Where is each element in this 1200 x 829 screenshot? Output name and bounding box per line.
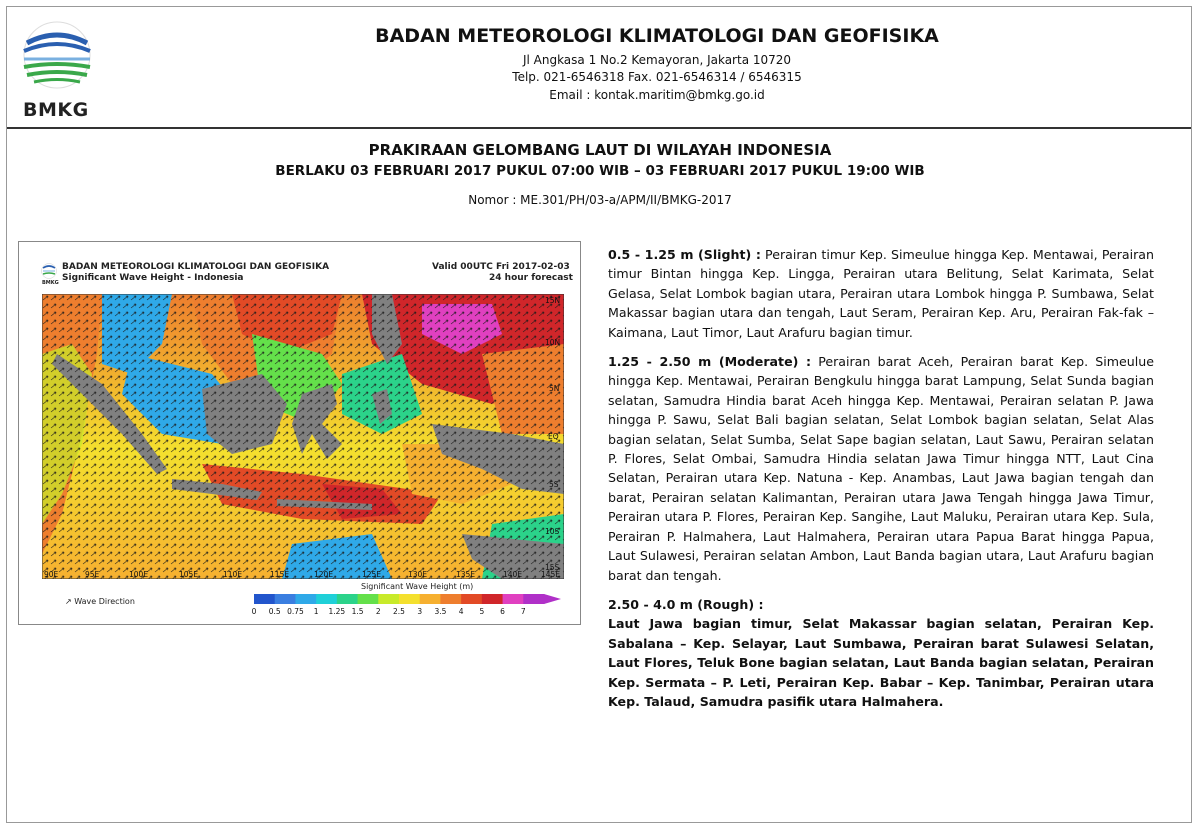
- slight-areas: Perairan timur Kep. Simeulue hingga Kep. Mentawai, Perairan timur Bintan hingga Kep. Lingga, Perairan utara Belitung, Selat Karimata, Selat Gelasa, Selat Lombok bagian utara, Perairan utara Lombok hingga P. Sumbawa, Selat Makassar bagian utara dan tengah, Laut Seram, Perairan Kep. Aru, Perairan Fak-fak – Kaimana, Laut Timor, Laut Arafuru bagian timur.: [608, 247, 1154, 340]
- arrow-icon: ↗: [65, 597, 72, 606]
- colorbar-swatch: [378, 594, 399, 604]
- colorbar-tick: 1.5: [351, 607, 364, 616]
- lon-label: 90E: [44, 570, 59, 579]
- lat-label: 15N: [545, 296, 561, 305]
- colorbar-tick: 1.25: [328, 607, 346, 616]
- agency-name: BADAN METEOROLOGI KLIMATOLOGI DAN GEOFISIKA: [375, 25, 939, 47]
- lon-label: 120E: [314, 570, 334, 579]
- map-logo-text: BMKG: [42, 280, 59, 286]
- lon-label: 125E: [362, 570, 382, 579]
- colorbar-tick: 0.5: [268, 607, 281, 616]
- colorbar-swatch: [337, 594, 358, 604]
- document-page: [6, 6, 1192, 823]
- rough-category: [608, 595, 1154, 614]
- colorbar-swatch: [399, 594, 420, 604]
- colorbar-ticks: [251, 607, 571, 619]
- colorbar-swatch: [482, 594, 503, 604]
- wave-direction-label: Wave Direction: [74, 597, 135, 606]
- document-title: PRAKIRAAN GELOMBANG LAUT DI WILAYAH INDONESIA: [368, 141, 832, 159]
- lat-label: 10S: [545, 527, 560, 536]
- slight-category: [608, 245, 1154, 342]
- wave-direction-legend: [65, 597, 135, 606]
- lon-label: 110E: [223, 570, 243, 579]
- colorbar-swatch: [295, 594, 316, 604]
- colorbar-extend-arrow: [544, 594, 561, 604]
- map-subtitle: Significant Wave Height - Indonesia: [62, 273, 244, 283]
- logo-text: BMKG: [23, 99, 89, 121]
- colorbar-swatch: [461, 594, 482, 604]
- colorbar-swatch: [316, 594, 337, 604]
- rough-label: 2.50 - 4.0 m (Rough) :: [608, 596, 764, 612]
- map-agency: BADAN METEOROLOGI KLIMATOLOGI DAN GEOFISIKA: [62, 262, 330, 272]
- agency-email: Email : kontak.maritim@bmkg.go.id: [549, 88, 765, 102]
- colorbar-tick: 6: [500, 607, 505, 616]
- slight-label: 0.5 - 1.25 m (Slight) :: [608, 247, 761, 262]
- lat-label: 5N: [549, 384, 560, 393]
- colorbar-tick: 3.5: [434, 607, 447, 616]
- colorbar-tick: 2: [375, 607, 381, 616]
- colorbar-swatch: [503, 594, 524, 604]
- colorbar-tick: 2.5: [393, 607, 405, 616]
- wave-height-map-panel: [18, 241, 581, 625]
- colorbar-swatch: [523, 594, 544, 604]
- lon-label: 105E: [179, 570, 199, 579]
- colorbar-swatch: [358, 594, 379, 604]
- lat-label: 5S: [549, 480, 559, 489]
- colorbar-title: Significant Wave Height (m): [361, 582, 474, 591]
- validity-period: BERLAKU 03 FEBRUARI 2017 PUKUL 07:00 WIB – 03 FEBRUARI 2017 PUKUL 19:00 WIB: [275, 163, 925, 179]
- colorbar-tick: 0: [251, 607, 257, 616]
- colorbar-tick: 1: [313, 607, 319, 616]
- moderate-label: 1.25 - 2.50 m (Moderate) :: [608, 354, 811, 370]
- lon-label: 135E: [456, 570, 476, 579]
- lon-label: 145E: [541, 570, 561, 579]
- lon-label: 100E: [129, 570, 149, 579]
- map-forecast-range: 24 hour forecast: [489, 273, 573, 283]
- lon-label: 95E: [85, 570, 100, 579]
- colorbar-tick: 5: [479, 607, 485, 616]
- colorbar-tick: 7: [520, 607, 526, 616]
- lat-label: EQ: [548, 432, 559, 441]
- moderate-category: [608, 352, 1154, 585]
- lon-label: 140E: [503, 570, 523, 579]
- lat-label: 15S: [545, 563, 560, 572]
- lon-label: 115E: [270, 570, 290, 579]
- wave-height-map: [42, 294, 564, 579]
- bmkg-small-emblem-icon: [41, 263, 57, 279]
- lat-label: 10N: [545, 338, 561, 347]
- colorbar: [254, 594, 561, 604]
- colorbar-tick: 0.75: [287, 607, 304, 616]
- colorbar-tick: 4: [458, 607, 464, 616]
- letterhead: [7, 7, 1191, 129]
- moderate-areas: Perairan barat Aceh, Perairan barat Kep. Simeulue hingga Kep. Mentawai, Perairan Bengkulu hingga barat Lampung, Selat Sunda bagian selatan, Samudra Hindia barat Aceh hingga Kep. Mentawai, Perairan selatan P. Jawa hingga P. Sawu, Selat Bali bagian selatan, Selat Lombok bagian selatan, Selat Alas bagian selatan, Selat Sumba, Selat Sape bagian selatan, Laut Sawu, Perairan selatan P. Flores, Selat Ombai, Samudra Hindia selatan Jawa Timur hingga NTT, Laut Cina Selatan, Perairan utara Kep. Natuna - Kep. Anambas, Laut Jawa bagian tengah dan barat, Perairan selatan Kalimantan, Perairan utara Jawa Tengah hingga Jawa Timur, Perairan utara P. Flores, Perairan Kep. Sangihe, Laut Maluku, Perairan utara Kep. Sula, Perairan P. Halmahera, Laut Halmahera, Perairan utara Papua Barat hingga Papua, Laut Sulawesi, Perairan selatan Ambon, Laut Banda bagian utara, Laut Arafuru bagian barat dan tengah.: [608, 354, 1154, 583]
- rough-areas: Laut Jawa bagian timur, Selat Makassar bagian selatan, Perairan Kep. Sabalana – Kep. Selayar, Laut Sumbawa, Perairan barat Sulawesi Selatan, Laut Flores, Teluk Bone bagian selatan, Laut Banda bagian selatan, Perairan Kep. Sermata – P. Leti, Perairan Kep. Babar – Kep. Tanimbar, Perairan utara Kep. Talaud, Samudra pasifik utara Halmahera.: [608, 616, 1154, 709]
- agency-address: Jl Angkasa 1 No.2 Kemayoran, Jakarta 10720: [522, 53, 792, 67]
- colorbar-swatch: [440, 594, 461, 604]
- lon-label: 130E: [408, 570, 428, 579]
- colorbar-tick: 3: [417, 607, 423, 616]
- map-valid-time: Valid 00UTC Fri 2017-02-03: [432, 262, 570, 272]
- colorbar-swatch: [254, 594, 275, 604]
- agency-phone: Telp. 021-6546318 Fax. 021-6546314 / 6546315: [512, 70, 802, 84]
- forecast-text: [608, 245, 1154, 721]
- document-number: Nomor : ME.301/PH/03-a/APM/II/BMKG-2017: [468, 193, 732, 207]
- colorbar-swatch: [275, 594, 296, 604]
- colorbar-swatch: [420, 594, 441, 604]
